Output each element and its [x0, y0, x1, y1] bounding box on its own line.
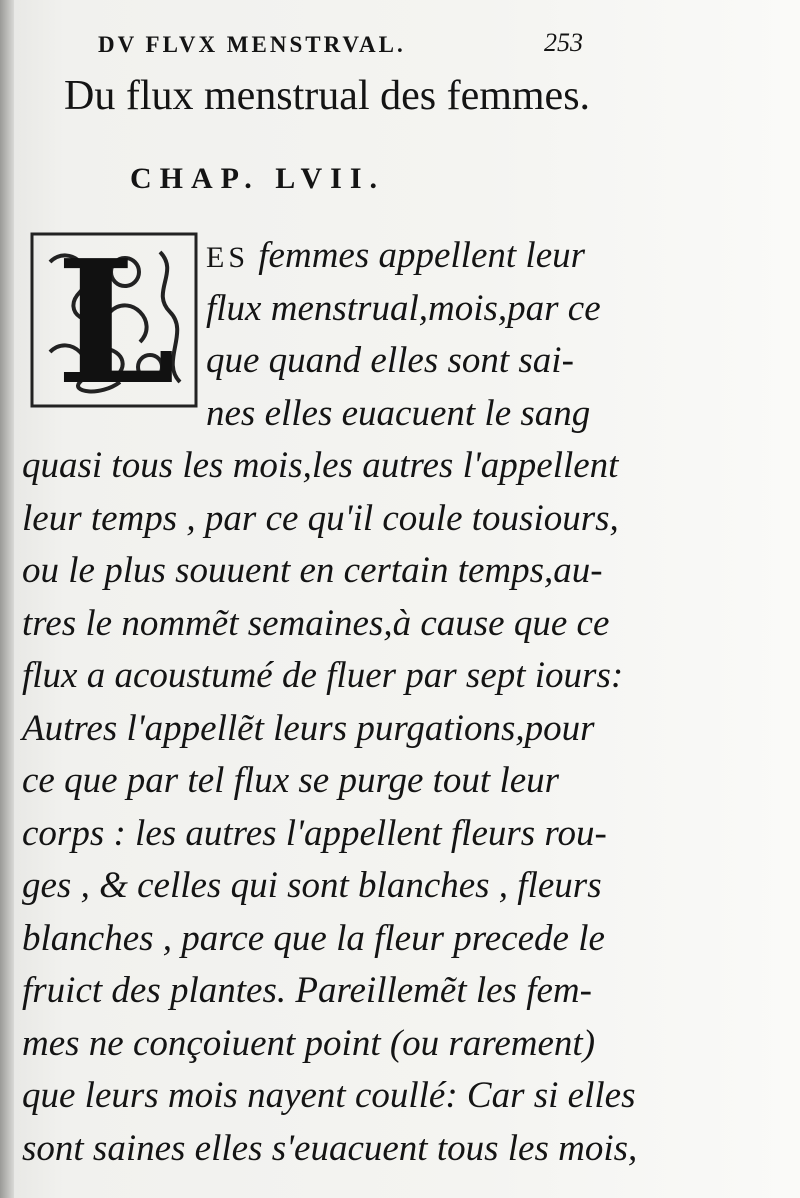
text-line: que quand elles sont sai-: [206, 340, 574, 381]
page-gutter-shadow: [0, 0, 14, 1198]
text-line: tres le nommẽt semaines,à cause que ce: [22, 602, 610, 644]
text-line: ce que par tel flux se purge tout leur: [22, 760, 560, 801]
text-line: que leurs mois nayent coullé: Car si elles: [22, 1075, 636, 1116]
text-line: fruict des plantes. Pareillemẽt les fem-: [22, 970, 592, 1011]
text-line: blanches , parce que la fleur precede le: [22, 917, 605, 959]
page-number: 253: [544, 28, 583, 57]
text-line: flux menstrual,mois,par ce: [206, 287, 601, 329]
text-line: nes elles euacuent le sang: [206, 392, 591, 434]
text-line: ou le plus souuent en certain temps,au-: [22, 550, 603, 591]
text-line: quasi tous les mois,les autres l'appellent: [22, 445, 619, 486]
text-line: corps : les autres l'appellent fleurs rou-: [22, 812, 607, 854]
text-line: sont saines elles s'euacuent tous les mois,: [22, 1127, 638, 1169]
text-line: mes ne conçoiuent point (ou rarement): [22, 1022, 596, 1064]
running-head-title: DV FLVX MENSTRVAL.: [98, 32, 406, 57]
text-line: leur temps , par ce qu'il coule tousiours,: [22, 497, 619, 539]
text-line: ges , & celles qui sont blanches , fleurs: [22, 865, 602, 906]
text-line: flux a acoustumé de fluer par sept iours:: [22, 655, 624, 696]
chapter-number: CHAP. LVII.: [130, 162, 386, 195]
text-line: [22, 230, 597, 283]
drop-cap-letter: L: [56, 223, 176, 423]
chapter-title: Du flux menstrual des femmes.: [64, 73, 591, 119]
body-text: [22, 223, 638, 1175]
text-line: Autres l'appellẽt leurs purgations,pour: [22, 707, 595, 749]
first-line-initial: ES: [206, 241, 250, 274]
running-head: [98, 26, 598, 62]
text-line-content: femmes appellent leur: [258, 235, 586, 276]
